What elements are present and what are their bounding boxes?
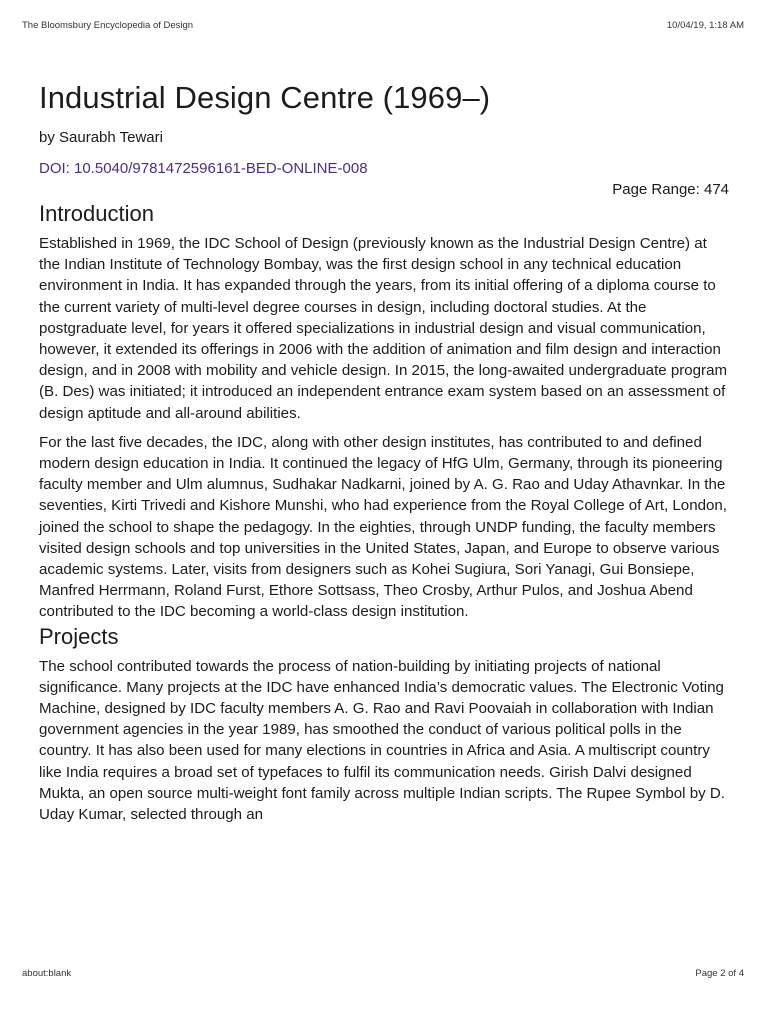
print-header-site-title: The Bloomsbury Encyclopedia of Design bbox=[22, 20, 194, 31]
paragraph: Established in 1969, the IDC School of Design (previously known as the Industrial Design Centre) at the Indian Institute of Technology Bombay, was the first design school in any technical education environment in India. It has expanded through the years, from its initial offering of a diploma course to the current variety of multi-level degree courses in design, including doctoral studies. At the postgraduate level, for years it offered specializations in industrial design and visual communication, however, it extended its offerings in 2006 with the addition of animation and film design and interaction design, and in 2008 with mobility and vehicle design. In 2015, the long-awaited undergraduate program (B. Des) was initiated; it introduced an independent entrance exam system based on an assessment of design aptitude and all-around abilities. bbox=[39, 235, 728, 422]
page-range: Page Range: 474 bbox=[612, 181, 729, 198]
article-title: Industrial Design Centre (1969–) bbox=[39, 80, 491, 115]
print-header-datetime: 10/04/19, 1:18 AM bbox=[666, 20, 744, 31]
paragraph: For the last five decades, the IDC, along with other design institutes, has contributed to and defined modern design education in India. It continued the legacy of HfG Ulm, Germany, through its pioneering faculty member and Ulm alumnus, Sudhakar Nadkarni, joined by A. G. Rao and Uday Athavnkar. In the seventies, Kirti Trivedi and Kishore Munshi, who had experience from the Royal College of Art, London, joined the school to shape the pedagogy. In the eighties, through UNDP funding, the faculty members visited design schools and top universities in the United States, Japan, and Europe to observe various academic systems. Later, visits from designers such as Kohei Sugiura, Sori Yanagi, Gui Bonsiepe, Manfred Herrmann, Roland Furst, Ethore Sottsass, Theo Crosby, Arthur Pulos, and Joshua Abend contributed to the IDC becoming a world-class design institution. bbox=[39, 433, 727, 621]
page-indicator: Page 2 of 4 bbox=[695, 968, 744, 979]
section-heading-projects: Projects bbox=[39, 623, 119, 649]
article-byline: by Saurabh Tewari bbox=[39, 129, 163, 146]
print-header bbox=[0, 0, 768, 31]
article-content bbox=[39, 78, 729, 825]
paragraph: The school contributed towards the process of nation-building by initiating projects of national significance. Many projects at the IDC have enhanced India’s democratic values. The Electronic Voting Machine, designed by IDC faculty members A. G. Rao and Ravi Poovaiah in collaboration with Indian government agencies in the year 1989, has smoothed the conduct of various political polls in the country. It has also been used for many elections in countries in Africa and Asia. A multiscript country like India requires a broad set of typefaces to fulfil its communication needs. Girish Dalvi designed Mukta, an open source multi-weight font family across multiple Indian scripts. The Rupee Symbol by D. Uday Kumar, selected through an bbox=[39, 657, 725, 824]
doi-link[interactable]: DOI: 10.5040/9781472596161-BED-ONLINE-008 bbox=[39, 160, 368, 177]
print-footer-url: about:blank bbox=[22, 968, 72, 979]
print-footer bbox=[0, 964, 768, 1024]
section-heading-introduction: Introduction bbox=[39, 201, 154, 226]
